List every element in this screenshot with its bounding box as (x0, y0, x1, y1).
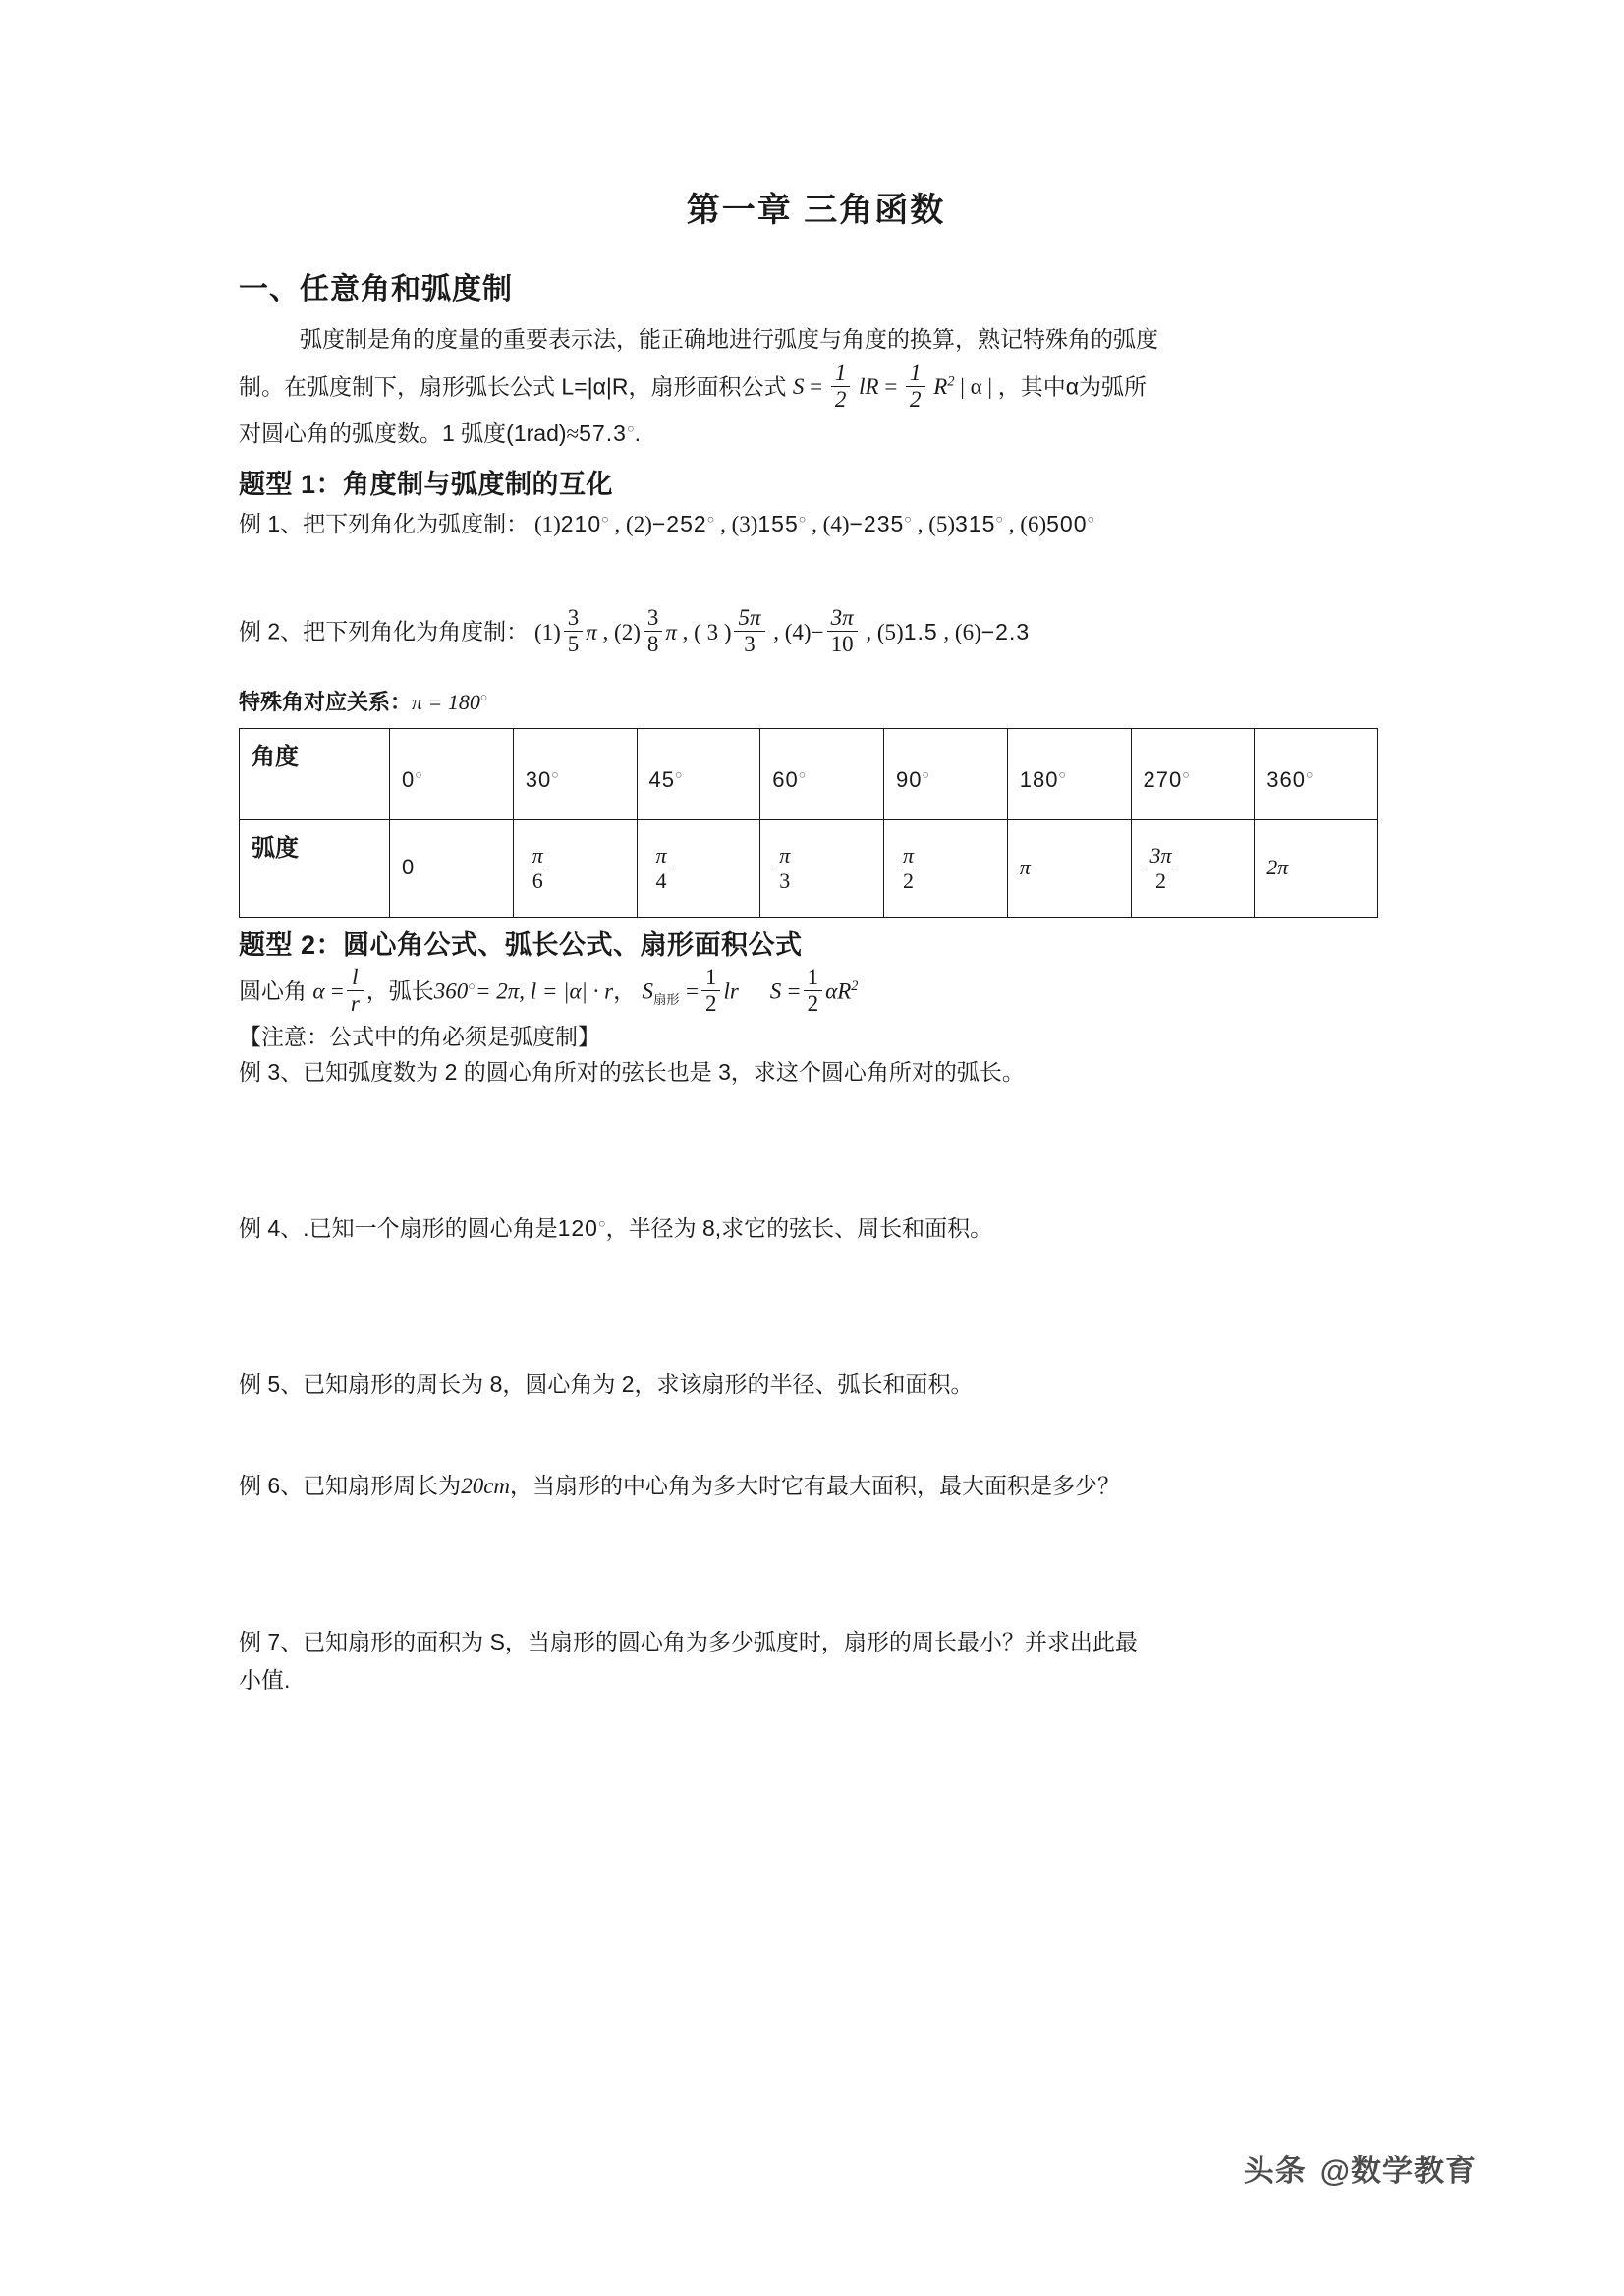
pi-equals-180: π = 180 (412, 690, 480, 715)
row-label-degree: 角度 (240, 729, 390, 820)
example-6-text-b: ，当扇形的中心角为多大时它有最大面积，最大面积是多少？ (510, 1472, 1121, 1498)
example-1-label: 例 1、把下列角化为弧度制： (239, 510, 530, 536)
table-row-degrees (240, 729, 1378, 820)
example-1-item: (2)−252○ (626, 510, 715, 536)
example-7-line-2: 小值. (239, 1667, 291, 1694)
example-1-item: (4)−235○ (822, 510, 912, 536)
table-cell-degree: 0○ (390, 729, 514, 820)
intro-line-1: 弧度制是角的度量的重要表示法，能正确地进行弧度与角度的换算，熟记特殊角的弧度 (300, 326, 1158, 352)
l-over-r-fraction: $\frac{l}{r}$ (347, 966, 364, 1016)
example-5: 例 5、已知扇形的周长为 8，圆心角为 2，求该扇形的半径、弧长和面积。 (239, 1371, 974, 1397)
comma-separator: ， (613, 978, 637, 1004)
lr-term: lr (723, 979, 739, 1004)
approx-sign: ≈ (566, 421, 580, 447)
special-angles-table (239, 728, 1378, 918)
degree-symbol: ○ (626, 421, 635, 436)
table-cell-degree: 90○ (884, 729, 1008, 820)
example-2-item: (5)1.5 (876, 618, 938, 644)
example-4-text-a: 例 4、.已知一个扇形的圆心角是 (239, 1214, 558, 1241)
table-cell-degree: 60○ (760, 729, 884, 820)
sector-area-symbol: S (642, 979, 653, 1004)
example-6-perimeter: 20cm (461, 1473, 511, 1498)
topic-2-heading: 题型 2：圆心角公式、弧长公式、扇形面积公式 (239, 930, 803, 961)
example-1-item: (1)210○ (533, 510, 609, 536)
table-cell-degree: 270○ (1131, 729, 1255, 820)
formula-note: 【注意：公式中的角必须是弧度制】 (239, 1023, 600, 1049)
sector-subscript: 扇形 (652, 992, 680, 1008)
special-angles-heading: 特殊角对应关系：π = 180○ (239, 690, 488, 715)
example-2-item: (1) $\frac{3}{5}$ π (533, 605, 597, 657)
example-2-item: (4)− $\frac{3\pi}{10}$ (785, 620, 861, 644)
example-2-label: 例 2、把下列角化为角度制： (239, 618, 530, 644)
intro-line-2-b: ，其中α为弧所 (997, 373, 1148, 400)
intro-paragraph (239, 317, 1393, 457)
spacer (239, 543, 1393, 606)
intro-line-2-a: 制。在弧度制下，扇形弧长公式 L=|α|R，扇形面积公式 (239, 373, 787, 400)
formula-label-central-angle: 圆心角 (239, 978, 307, 1004)
table-cell-radian: $\frac{3\pi}{2}$ (1131, 820, 1255, 918)
equals-sign: = (787, 979, 801, 1004)
alpha-r-term: αR (825, 979, 852, 1004)
example-7-line-1: 例 7、已知扇形的面积为 S，当扇形的圆心角为多少弧度时，扇形的周长最小？并求出此最 (239, 1629, 1138, 1654)
spacer (239, 1248, 1393, 1366)
topic-2-formulas: 圆心角 α = $\frac{l}{r}$ ，弧长360○= 2π, l = |α| · r， $S_{扇形}$ = $\frac{1}{2}$ lr S = $\frac{1}{2}$ $\alpha R^2$ (239, 965, 859, 1017)
table-cell-degree: 360○ (1255, 729, 1378, 820)
table-cell-radian: $\frac{\pi}{6}$ (513, 820, 637, 918)
example-2-item: (6)−2.3 (954, 618, 1031, 644)
equals-sign: = (686, 979, 699, 1004)
table-cell-radian: 0 (390, 820, 514, 918)
table-cell-degree: 180○ (1007, 729, 1131, 820)
example-2-item: ( 3 ) $\frac{5\pi}{3}$ (694, 620, 767, 644)
table-cell-radian: $\frac{\pi}{4}$ (637, 820, 760, 918)
area-formula: S = $\frac{1}{2}$ lR = $\frac{1}{2}$ $R^2$ | α | (792, 360, 992, 412)
degree-symbol: ○ (479, 691, 488, 705)
watermark-account: @数学教育 (1319, 2154, 1477, 2188)
table-cell-degree: 45○ (637, 729, 760, 820)
example-1-items: (1)210○ , (2)−252○ , (3)155○ , (4)−235○ , (5)315○ , (6)500○ (533, 510, 1095, 536)
rad-in-degrees: 57.3 (579, 420, 627, 447)
example-1-item: (6)500○ (1020, 510, 1095, 536)
example-6-text-a: 例 6、已知扇形周长为 (239, 1472, 462, 1498)
example-4-text-b: ，半径为 8,求它的弦长、周长和面积。 (605, 1214, 993, 1241)
spacer (239, 1505, 1393, 1623)
formula-label-arc: ，弧长 (365, 978, 434, 1004)
example-4: 例 4、.已知一个扇形的圆心角是120○，半径为 8,求它的弦长、周长和面积。 (239, 1214, 993, 1241)
arc-360: 360 (433, 979, 469, 1004)
example-2-item: (2) $\frac{3}{8}$ π (614, 605, 677, 657)
page-title: 第一章 三角函数 (686, 192, 946, 229)
watermark-platform: 头条 (1243, 2154, 1307, 2188)
example-2 (239, 606, 1393, 656)
spacer (239, 1404, 1393, 1467)
example-1-item: (5)315○ (928, 510, 1004, 536)
spacer (239, 1092, 1393, 1209)
watermark (1244, 2146, 1477, 2190)
alpha-symbol: α (312, 979, 325, 1004)
half-fraction-1: $\frac{1}{2}$ (831, 362, 851, 412)
table-cell-radian: $\frac{\pi}{2}$ (884, 820, 1008, 918)
table-cell-radian: π (1007, 820, 1131, 918)
section-heading: 一、任意角和弧度制 (239, 273, 513, 306)
example-6 (239, 1467, 1393, 1505)
half-fraction: $\frac{1}{2}$ (701, 966, 721, 1016)
example-1 (239, 505, 1393, 543)
table-cell-radian: 2π (1255, 820, 1378, 918)
half-fraction: $\frac{1}{2}$ (804, 966, 823, 1016)
topic-1-heading: 题型 1：角度制与弧度制的互化 (239, 469, 614, 499)
equals-sign: = (330, 979, 344, 1004)
example-3: 例 3、已知弧度数为 2 的圆心角所对的弦长也是 3，求这个圆心角所对的弧长。 (239, 1058, 1025, 1085)
table-cell-radian: $\frac{\pi}{3}$ (760, 820, 884, 918)
area-symbol: S (769, 979, 782, 1004)
arc-formula-rest: = 2π, l = |α| · r (475, 979, 614, 1004)
table-row-radians (240, 820, 1378, 918)
half-fraction-2: $\frac{1}{2}$ (906, 362, 925, 412)
row-label-radian: 弧度 (240, 820, 390, 918)
intro-line-3-a: 对圆心角的弧度数。1 弧度(1rad) (239, 420, 567, 447)
example-2-items: (1) $\frac{3}{5}$ π , (2) $\frac{3}{8}$ π , ( 3 ) $\frac{5\pi}{3}$ , (4)− $\frac{3\pi}{10}$ , (5)1.5 , (6)−2.3 (533, 605, 1031, 657)
example-4-angle: 120 (557, 1214, 598, 1241)
intro-period: . (634, 420, 641, 447)
table-cell-degree: 30○ (513, 729, 637, 820)
document-content (239, 183, 1393, 1700)
example-7 (239, 1623, 1393, 1700)
example-1-item: (3)155○ (731, 510, 807, 536)
exponent-2: 2 (851, 979, 859, 995)
